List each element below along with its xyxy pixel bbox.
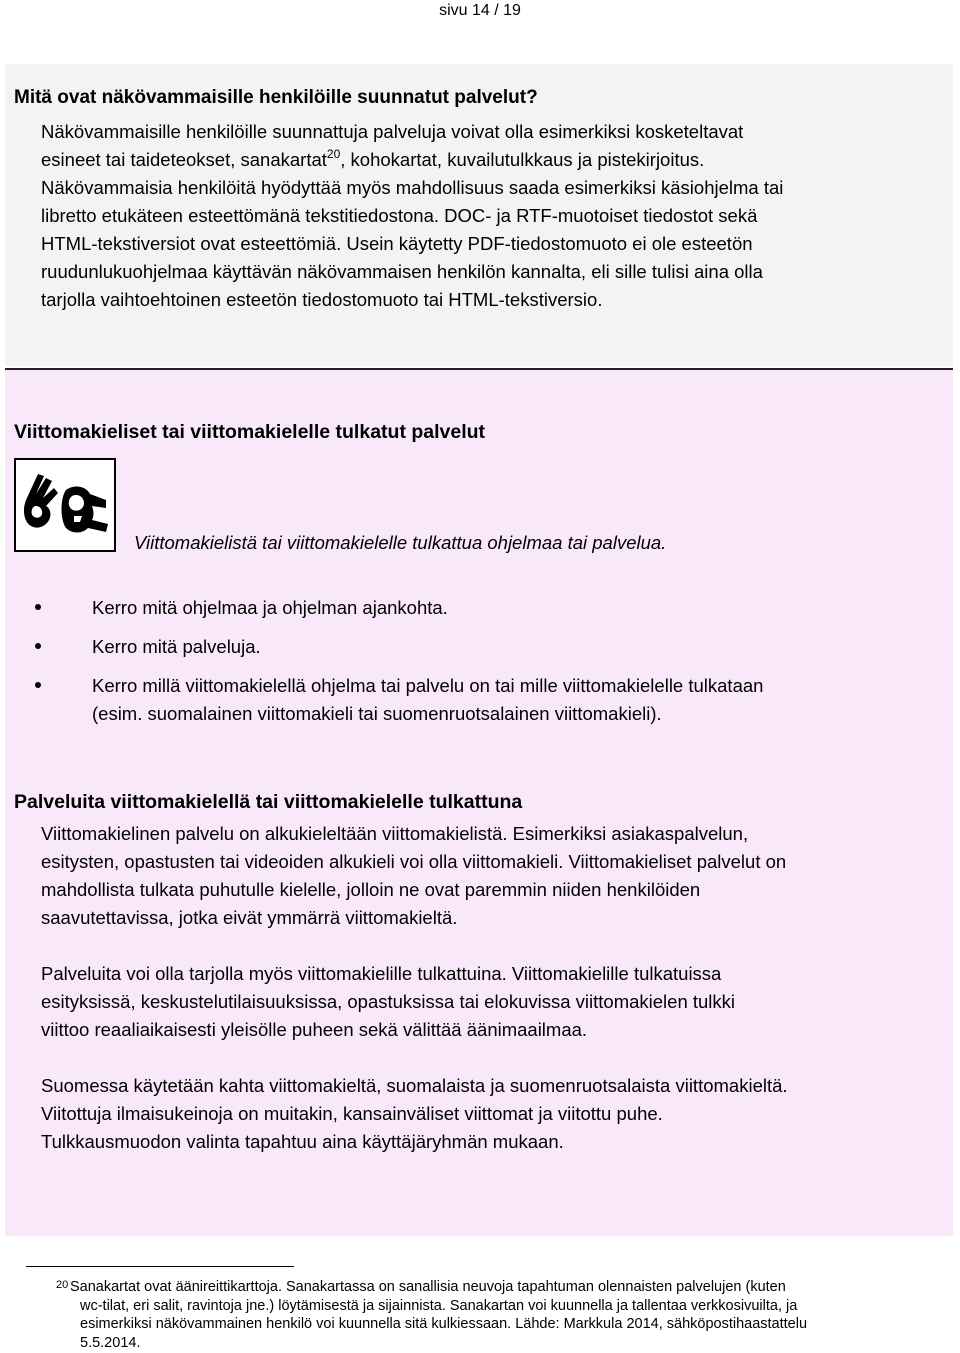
text-line: Suomessa käytetään kahta viittomakieltä, suomalaista ja suomenruotsalaista viittomakieltä. bbox=[41, 1075, 788, 1096]
bullet-icon bbox=[35, 604, 41, 610]
section-title-sign-language-services: Palveluita viittomakielellä tai viittomakielelle tulkattuna bbox=[14, 791, 523, 813]
sign-language-icon-graphic bbox=[16, 460, 114, 550]
footnote-line: wc-tilat, eri salit, ravintoja jne.) löytämisestä ja sijainnista. Sanakartan voi kuunnella ja tallentaa verkkosivuilta, ja bbox=[80, 1297, 798, 1314]
text-line: HTML-tekstiversiot ovat esteettömiä. Usein käytetty PDF-tiedostomuoto ei ole esteetön bbox=[41, 233, 753, 254]
text-line: viittoo reaaliaikaisesti yleisölle puheen sekä välittää äänimaailmaa. bbox=[41, 1019, 588, 1040]
text-line: esitysten, opastusten tai videoiden alkukieli voi olla viittomakieli. Viittomakieliset palvelut on bbox=[41, 851, 787, 872]
sign-language-list bbox=[5, 594, 763, 739]
paragraph-visually-impaired bbox=[41, 118, 783, 314]
text-line bbox=[41, 146, 783, 174]
section-sign-language bbox=[5, 368, 953, 1236]
page-number: sivu 14 / 19 bbox=[439, 2, 521, 19]
section-title-visually-impaired: Mitä ovat näkövammaisille henkilöille suunnatut palvelut? bbox=[14, 87, 538, 108]
bullet-icon bbox=[35, 643, 41, 649]
sign-language-icon bbox=[14, 458, 116, 552]
bullet-icon bbox=[35, 682, 41, 688]
text-line: libretto etukäteen esteettömänä tekstitiedostona. DOC- ja RTF-muotoiset tiedostot sekä bbox=[41, 205, 758, 226]
text-line: Näkövammaisia henkilöitä hyödyttää myös mahdollisuus saada esimerkiksi käsiohjelma tai bbox=[41, 177, 784, 198]
text-line: Palveluita voi olla tarjolla myös viittomakielille tulkattuina. Viittomakielille tulkatuissa bbox=[41, 963, 722, 984]
list-item-text: (esim. suomalainen viittomakieli tai suomenruotsalainen viittomakieli). bbox=[92, 703, 662, 724]
text-fragment: , kohokartat, kuvailutulkkaus ja pistekirjoitus. bbox=[340, 149, 705, 170]
footnote-line: 5.5.2014. bbox=[80, 1334, 141, 1351]
footnote-ref[interactable]: 20 bbox=[326, 146, 341, 161]
text-line: Tulkkausmuodon valinta tapahtuu aina käyttäjäryhmän mukaan. bbox=[41, 1131, 564, 1152]
list-item bbox=[5, 633, 763, 661]
text-line: tarjolla vaihtoehtoinen esteetön tiedostomuoto tai HTML-tekstiversio. bbox=[41, 289, 603, 310]
list-item-text: Kerro mitä ohjelmaa ja ohjelman ajankohta. bbox=[92, 597, 448, 618]
sign-language-caption: Viittomakielistä tai viittomakielelle tulkattua ohjelmaa tai palvelua. bbox=[134, 532, 667, 553]
text-line: Näkövammaisille henkilöille suunnattuja palveluja voivat olla esimerkiksi kosketeltavat bbox=[41, 121, 744, 142]
text-line: esityksissä, keskustelutilaisuuksissa, opastuksissa tai elokuvissa viittomakielen tulkki bbox=[41, 991, 736, 1012]
list-item-text: Kerro mitä palveluja. bbox=[92, 636, 261, 657]
text-line: mahdollista tulkata puhutulle kielelle, jolloin ne ovat paremmin niiden henkilöiden bbox=[41, 879, 701, 900]
section-visually-impaired bbox=[5, 64, 953, 366]
section-title-sign-language: Viittomakieliset tai viittomakielelle tulkatut palvelut bbox=[14, 421, 486, 443]
list-item-text: Kerro millä viittomakielellä ohjelma tai palvelu on tai mille viittomakielelle tulkataan bbox=[92, 675, 764, 696]
paragraph-sign-language-2 bbox=[41, 960, 735, 1044]
footnote-line: esimerkiksi näkövammainen henkilö voi kuunnella sitä kulkiessaan. Lähde: Markkula 2014, sähköpostihaastattelu bbox=[80, 1316, 808, 1332]
text-line: Viitottuja ilmaisukeinoja on muitakin, kansainväliset viittomat ja viitottu puhe. bbox=[41, 1103, 663, 1124]
text-line: ruudunlukuohjelmaa käyttävän näkövammaisen henkilön kannalta, eli sille tulisi aina olla bbox=[41, 261, 763, 282]
footnote-number: 20 bbox=[56, 1279, 69, 1291]
footnote-divider bbox=[26, 1266, 294, 1267]
footnote-line: Sanakartat ovat äänireittikarttoja. Sanakartassa on sanallisia neuvoja tapahtuman olennaisten palvelujen (kuten bbox=[70, 1279, 786, 1295]
text-line: saavutettavissa, jotka eivät ymmärrä viittomakieltä. bbox=[41, 907, 458, 928]
paragraph-sign-language-1 bbox=[41, 820, 786, 932]
text-line: Viittomakielinen palvelu on alkukieleltään viittomakielistä. Esimerkiksi asiakaspalvelun, bbox=[41, 823, 749, 844]
list-item bbox=[5, 672, 763, 728]
text-fragment: esineet tai taideteokset, sanakartat bbox=[41, 149, 327, 170]
list-item bbox=[5, 594, 763, 622]
paragraph-sign-language-3 bbox=[41, 1072, 788, 1156]
footnote bbox=[52, 1278, 932, 1352]
